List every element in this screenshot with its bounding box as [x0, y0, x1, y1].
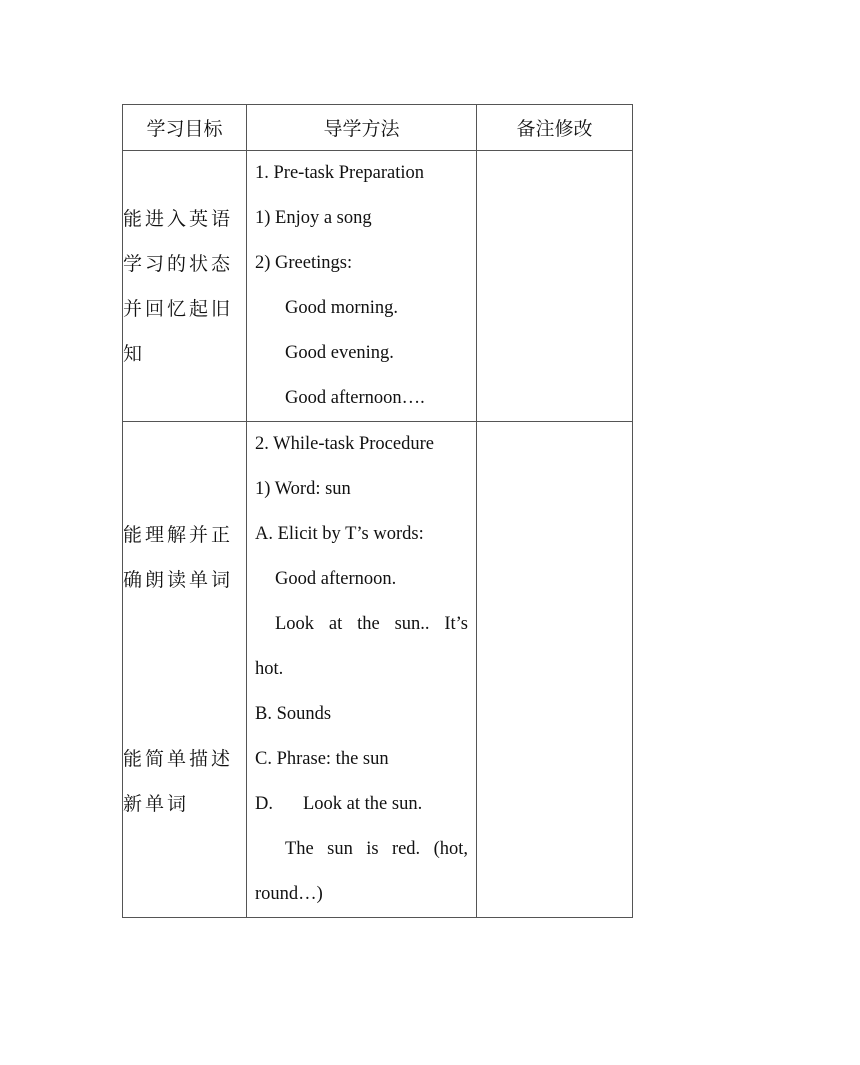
header-remarks: 备注修改 — [477, 105, 633, 151]
method-line: Good evening. — [285, 343, 394, 363]
method-line: 2) Greetings: — [255, 253, 353, 273]
goal-line: 能简单描述 — [123, 749, 234, 770]
word: is — [366, 839, 379, 859]
method-line: 1. Pre-task Preparation — [255, 163, 425, 183]
remarks-cell — [477, 151, 633, 422]
word: Look — [275, 614, 315, 634]
method-line: hot. — [255, 659, 284, 679]
method-line-justified — [247, 602, 476, 647]
method-line: Good afternoon. — [275, 569, 397, 589]
method-line — [247, 782, 476, 827]
goal-line: 新单词 — [123, 794, 190, 815]
goal-line: 并回忆起旧 — [123, 299, 234, 320]
method-line: 1) Enjoy a song — [255, 208, 372, 228]
list-marker: D. — [255, 794, 273, 814]
word: sun — [327, 839, 353, 859]
header-guidance-method: 导学方法 — [247, 105, 477, 151]
word: The — [285, 839, 314, 859]
table-row — [123, 422, 633, 918]
word: at — [328, 614, 343, 634]
goal-line: 知 — [123, 344, 146, 365]
method-line: Good morning. — [285, 298, 399, 318]
word: sun.. — [394, 614, 430, 634]
method-line: Good afternoon…. — [285, 388, 425, 408]
method-line: B. Sounds — [255, 704, 332, 724]
goal-line: 能进入英语 — [123, 209, 234, 230]
method-line: A. Elicit by T’s words: — [255, 524, 424, 544]
word: red. — [391, 839, 421, 859]
goal-line: 能理解并正 — [123, 525, 234, 546]
method-line: round…) — [255, 884, 323, 904]
method-line: 2. While-task Procedure — [255, 434, 434, 454]
goal-cell — [123, 422, 247, 918]
goal-line: 确朗读单词 — [123, 570, 234, 591]
word: It’s — [444, 614, 468, 634]
method-cell — [247, 151, 477, 422]
method-line: C. Phrase: the sun — [255, 749, 389, 769]
header-row — [123, 105, 633, 151]
remarks-cell — [477, 422, 633, 918]
goal-block — [123, 422, 246, 603]
table-row — [123, 151, 633, 422]
method-text: Look at the sun. — [303, 794, 423, 814]
header-learning-goals: 学习目标 — [123, 105, 247, 151]
method-line-justified — [247, 827, 476, 872]
word: the — [357, 614, 380, 634]
lesson-plan-table — [122, 104, 633, 918]
method-line: 1) Word: sun — [255, 479, 351, 499]
word: (hot, — [433, 839, 468, 859]
goal-block — [123, 151, 246, 377]
goal-line: 学习的状态 — [123, 254, 234, 275]
goal-block — [123, 603, 246, 827]
goal-cell — [123, 151, 247, 422]
method-cell — [247, 422, 477, 918]
